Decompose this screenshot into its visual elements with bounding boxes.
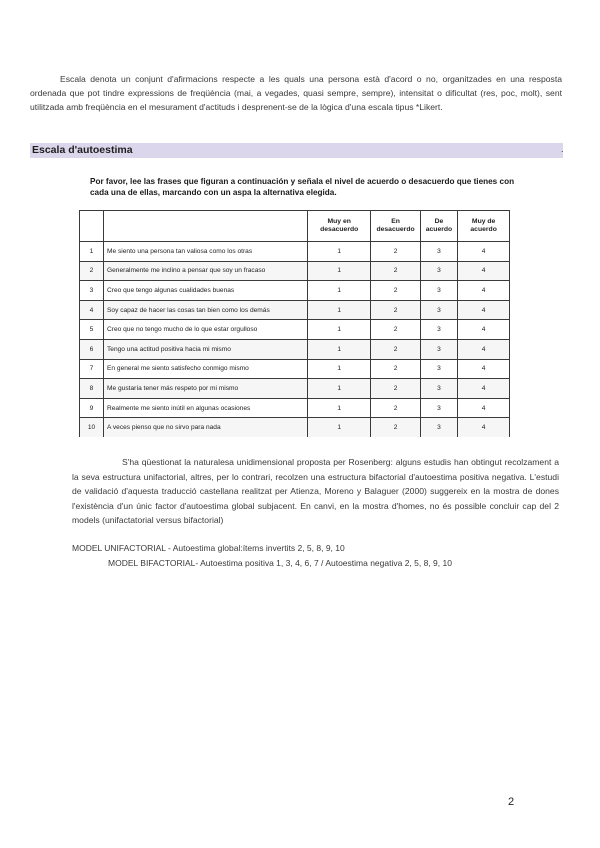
page-number: 2 <box>508 796 515 808</box>
option-3[interactable]: 3 <box>420 379 458 399</box>
section-title: Escala d'autoestima <box>32 144 133 156</box>
option-2[interactable]: 2 <box>371 339 420 359</box>
option-4[interactable]: 4 <box>458 281 510 301</box>
option-2[interactable]: 2 <box>371 418 420 437</box>
option-3[interactable]: 3 <box>420 339 458 359</box>
table-row <box>80 418 510 437</box>
option-3[interactable]: 3 <box>420 281 458 301</box>
table-row <box>80 339 510 359</box>
option-4[interactable]: 4 <box>458 320 510 340</box>
header-item <box>104 211 308 242</box>
option-2[interactable]: 2 <box>371 281 420 301</box>
model-bifactorial: MODEL BIFACTORIAL- Autoestima positiva 1, 3, 4, 6, 7 / Autoestima negativa 2, 5, 8, 9, 10 <box>108 558 452 568</box>
option-3[interactable]: 3 <box>420 242 458 262</box>
header-muy-en-desacuerdo: Muy en desacuerdo <box>308 211 371 242</box>
intro-paragraph: Escala denota un conjunt d'afirmacions respecte a les quals una persona està d'acord o no, organitzades en una resposta ordenada que pot tindre expressions de freqüència (mai, a vegades, quasi sempre, sempre), intensitat o dificultat (res, poc, molt), sent utilitzada amb freqüència en el mesurament d'actituds i desprenent-se de la lògica d'una escala tipus *Likert. <box>30 74 562 113</box>
table-row <box>80 379 510 399</box>
option-1[interactable]: 1 <box>308 398 371 418</box>
row-number: 7 <box>80 359 104 379</box>
table-row <box>80 300 510 320</box>
option-4[interactable]: 4 <box>458 339 510 359</box>
discussion-paragraph: S'ha qüestionat la naturalesa unidimensional proposta per Rosenberg: alguns estudis han obtingut recolzament a la seva estructura unifactorial, altres, per lo contrari, recolzen una estructura bifactorial d'autoestima positiva negativa. L'estudi de validació d'aquesta traducció castellana realitzat per Atienza, Moreno y Balaguer (2000) suggereix en la mostra de dones l'existència d'un únic factor d'autoestima global subjacent. En canvi, en la mostra d'homes, no és possible concluir cap del 2 models (unifactatorial versus bifactorial) <box>72 457 559 526</box>
option-3[interactable]: 3 <box>420 300 458 320</box>
option-4[interactable]: 4 <box>458 242 510 262</box>
option-1[interactable]: 1 <box>308 418 371 437</box>
option-2[interactable]: 2 <box>371 359 420 379</box>
option-2[interactable]: 2 <box>371 261 420 281</box>
option-3[interactable]: 3 <box>420 398 458 418</box>
option-1[interactable]: 1 <box>308 261 371 281</box>
option-4[interactable]: 4 <box>458 261 510 281</box>
row-number: 6 <box>80 339 104 359</box>
option-4[interactable]: 4 <box>458 379 510 399</box>
header-num <box>80 211 104 242</box>
header-muy-de-acuerdo: Muy de acuerdo <box>458 211 510 242</box>
table-row <box>80 261 510 281</box>
option-3[interactable]: 3 <box>420 418 458 437</box>
table-row <box>80 320 510 340</box>
header-de-acuerdo: De acuerdo <box>420 211 458 242</box>
table-row <box>80 359 510 379</box>
row-statement: En general me siento satisfecho conmigo mismo <box>104 359 308 379</box>
option-3[interactable]: 3 <box>420 261 458 281</box>
row-statement: Soy capaz de hacer las cosas tan bien como los demás <box>104 300 308 320</box>
scale-instructions: Por favor, lee las frases que figuran a continuación y señala el nivel de acuerdo o desacuerdo que tienes con cada una de ellas, marcando con un aspa la alternativa elegida. <box>90 177 515 197</box>
header-en-desacuerdo: En desacuerdo <box>371 211 420 242</box>
self-esteem-scale-table <box>79 210 510 437</box>
option-1[interactable]: 1 <box>308 339 371 359</box>
row-statement: A veces pienso que no sirvo para nada <box>104 418 308 437</box>
option-4[interactable]: 4 <box>458 418 510 437</box>
option-1[interactable]: 1 <box>308 242 371 262</box>
option-2[interactable]: 2 <box>371 398 420 418</box>
table-row <box>80 242 510 262</box>
row-number: 8 <box>80 379 104 399</box>
row-number: 10 <box>80 418 104 437</box>
option-2[interactable]: 2 <box>371 379 420 399</box>
row-number: 5 <box>80 320 104 340</box>
row-number: 2 <box>80 261 104 281</box>
option-4[interactable]: 4 <box>458 300 510 320</box>
row-statement: Tengo una actitud positiva hacia mi mismo <box>104 339 308 359</box>
option-4[interactable]: 4 <box>458 398 510 418</box>
row-number: 4 <box>80 300 104 320</box>
option-2[interactable]: 2 <box>371 242 420 262</box>
option-1[interactable]: 1 <box>308 359 371 379</box>
row-statement: Generalmente me inclino a pensar que soy un fracaso <box>104 261 308 281</box>
row-statement: Creo que no tengo mucho de lo que estar orgulloso <box>104 320 308 340</box>
option-3[interactable]: 3 <box>420 320 458 340</box>
row-number: 3 <box>80 281 104 301</box>
row-number: 9 <box>80 398 104 418</box>
option-3[interactable]: 3 <box>420 359 458 379</box>
option-1[interactable]: 1 <box>308 379 371 399</box>
option-1[interactable]: 1 <box>308 281 371 301</box>
row-statement: Realmente me siento inútil en algunas ocasiones <box>104 398 308 418</box>
row-number: 1 <box>80 242 104 262</box>
section-trailing-dot: . <box>561 144 564 154</box>
row-statement: Me siento una persona tan valiosa como los otras <box>104 242 308 262</box>
option-2[interactable]: 2 <box>371 300 420 320</box>
row-statement: Me gustaría tener más respeto por mi mismo <box>104 379 308 399</box>
table-row <box>80 398 510 418</box>
option-1[interactable]: 1 <box>308 300 371 320</box>
option-4[interactable]: 4 <box>458 359 510 379</box>
table-header-row <box>80 211 510 242</box>
table-row <box>80 281 510 301</box>
option-2[interactable]: 2 <box>371 320 420 340</box>
model-unifactorial: MODEL UNIFACTORIAL - Autoestima global:ítems invertits 2, 5, 8, 9, 10 <box>72 543 345 553</box>
row-statement: Creo que tengo algunas cualidades buenas <box>104 281 308 301</box>
option-1[interactable]: 1 <box>308 320 371 340</box>
